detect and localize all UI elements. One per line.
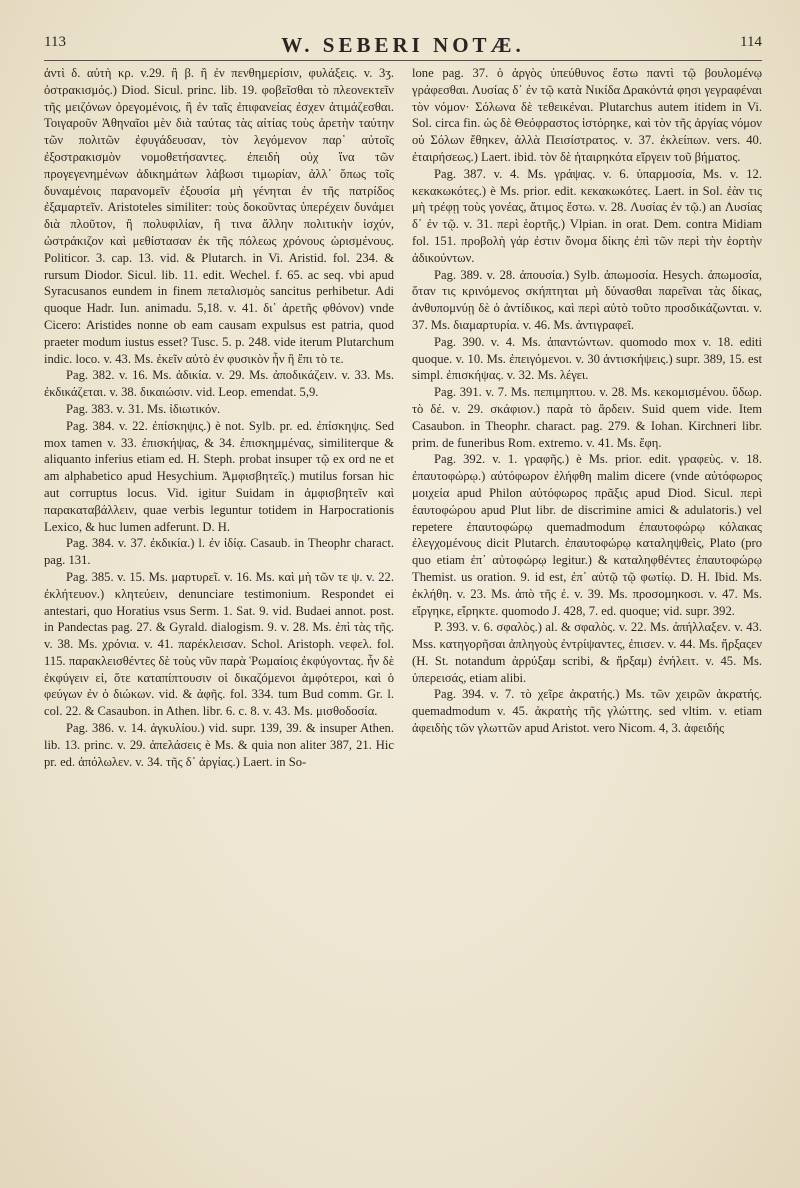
note-paragraph: Pag. 389. v. 28. ἀπουσία.) Sylb. ἀπωμοσία. Hesych. ἀπωμοσία, ὅταν τις κρινόμενος σκήπτηται μὴ δύνασθαι παρεῖναι τὰς δίκας, ἀνθυπομνύῃ δὲ ὁ ἀντίδικος, καὶ περὶ αὐτὸ τοῦτο προσδικάζωνται. v. 37. Ms. διαμαρτυρία. v. 46. Ms. ἀντιγραφεῖ. (412, 267, 762, 332)
page-number-right: 114 (740, 34, 762, 50)
left-column (44, 65, 402, 1165)
note-paragraph: Pag. 384. v. 22. ἐπίσκηψις.) è not. Sylb. pr. ed. ἐπίσκηψις. Sed mox tamen v. 33. ἐπισκήψας, & 34. ἐπισκημμένας, similiterque & aliquanto inferius etiam ed. H. Steph. probat insuper τῷ ex ord ne et am alphabetico apud Hesychium. Ἀμφισβητεῖς.) mutilus forsan hic aut corruptus locus. Vid. igitur Suidam in ἀμφισβητεῖν καὶ παρακαταβάλλειν, quae verbis leguntur totidem in Harpocrationis Lexico, & huc lumen adferunt. D. H. (44, 418, 394, 534)
note-paragraph: ἀντὶ δ. αὐτὴ κρ. v.29. ἢ β. ἢ ἐν πενθημερίσιν, φυλάξεις. v. 3ʒ. ὀστρακισμός.) Diod. Sicul. princ. lib. 19. φοβεῖσθαι τὸ πλεονεκτεῖν τῆς μειζόνων ὀρεγομένοις, ἢ ἐν ταῖς ἐπιφανείας ἐσχεν ἀτιμάζεσθαι. Τοιγαροῦν Ἀθηναῖοι μὲν διὰ ταύτας τὰς αἰτίας τοὺς ἀρετὴν ταύτην τῶν πολιτῶν ἐφυγάδευσαν, τὸν λεγόμενον παρ᾽ αὐτοῖς ἐξοστρακισμὸν νομοθετήσαντες. ἐπειδὴ οὐχ ἵνα τῶν προγεγενημένων ἀδικημάτων λάβωσι τιμωρίαν, ἀλλ᾽ ὅπως τοῖς δυναμένοις παρανομεῖν ἐξουσία μὴ γένηται ἐν τῆς πατρίδος ἐξαμαρτεῖν. Aristoteles similiter: τοὺς δοκοῦντας ὑπερέχειν δυνάμει διὰ πλοῦτον, ἢ πολυφιλίαν, ἢ τινα ἄλλην πολιτικὴν ἰσχύν, ὠστράκιζον καὶ μεθίστασαν ἐκ τῆς πόλεως χρόνους ὡρισμένους. Politicor. 3. cap. 13. vid. & Plutarch. in Vi. Aristid. fol. 234. & rursum Diodor. Sicul. lib. 11. edit. Wechel. f. 65. ac seq. vbi apud Syracusanos eundem in finem πεταλισμὸς sancitus perhibetur. Adi quoque Hadr. Iun. animadu. 5,18. v. 41. δι᾽ ἀρετῆς φθόνον) vnde Cicero: Aristides nonne ob eam causam expulsus est patria, quod praeter modum iustus esset? Tusc. 5. p. 248. vide iterum Plutarchum indic. loco. v. 43. Ms. ἐκεῖν αὐτὸ ἐν φυσικὸν ἦν ἢ ἔπι τὸ τε. (44, 66, 394, 366)
text-columns (44, 65, 762, 1165)
running-title: W. SEBERI NOTÆ. (281, 32, 525, 57)
note-paragraph: Pag. 394. v. 7. τὸ χεῖρε ἀκρατής.) Ms. τῶν χειρῶν ἀκρατής. quemadmodum v. 45. ἀκρατὴς τῆς γλώττης. sed vltim. v. etiam ἀφειδὴς τῶν γλωττῶν apud Aristot. vero Nicom. 4, 3. ἀφειδής (412, 687, 762, 736)
note-paragraph: Pag. 384. v. 37. ἐκδικία.) l. ἐν ἰδίᾳ. Casaub. in Theophr charact. pag. 131. (44, 536, 394, 568)
note-paragraph: Pag. 385. v. 15. Ms. μαρτυρεῖ. v. 16. Ms. καὶ μὴ τῶν τε ψ. v. 22. ἐκλήτευον.) κλητεύειν, denunciare testimonium. Respondet ei antestari, quo Horatius vsus Serm. 1. Sat. 9. vid. Budaei annot. post. in Pandectas pag. 27. & Gyrald. dialogism. 9. v. 28. Ms. ἐπὶ τὰς τῆς. v. 38. Ms. χρόνια. v. 41. παρέκλεισαν. Schol. Aristoph. νεφελ. fol. 115. παρακλεισθέντες δὲ τοὺς νῦν παρὰ Ῥωμαίοις ἐκφύγοντας. ἦν δὲ ἐκφύγειν εἰ, ὅτε καταπίπτουσιν οἱ δικαζόμενοι ἀμφότεροι, καὶ ὁ φεύγων ἐν ὁ διώκων. vid. & ἀφῆς. fol. 334. tum Bud comm. Gr. l. col. 22. & Casaubon. in Athen. libr. 6. c. 8. v. 43. Ms. μισθοδοσία. (44, 569, 394, 719)
note-paragraph: P. 393. v. 6. σφαλὸς.) al. & σφαλὸς. v. 22. Ms. ἀπήλλαξεν. v. 43. Mss. κατηγορῆσαι ἀπληγοὺς ἐντρίψαντες, ἐπισεν. v. 44. Ms. ἤρξαςεν (H. St. notandum ἀρρύξαμ scribi, & ἤρξαμ) ἐνήλειτ. v. 45. Ms. ὑπερεισάς, etiam alibi. (412, 620, 762, 685)
note-paragraph: lone pag. 37. ὁ ἀργὸς ὑπεύθυνος ἔστω παντὶ τῷ βουλομένῳ γράφεσθαι. Λυσίας δ᾽ ἐν τῷ κατὰ Νικίδα Δρακόντά φησι γεγραφέναι τὸν νόμον· Σόλωνα δὲ τεθεικέναι. Plutarchus autem itidem in Vi. Sol. circa fin. ὡς δὲ Θεόφραστος ἱστόρηκε, καὶ τὸν τῆς ἀργίας νόμον οὐ Σόλων ἔθηκεν, ἀλλὰ Πεισίστρατος. v. 37. ἐκλείπων. vers. 40. ἐταιρήσεως.) Laert. ibid. τὸν δὲ ἡταιρηκότα εἴργειν τοῦ βήματος. (412, 66, 762, 164)
page-number-left: 113 (44, 34, 66, 50)
running-header (44, 30, 762, 61)
note-paragraph: Pag. 391. v. 7. Ms. πεπιμηπτου. v. 28. Ms. κεκομισμένου. ὕδωρ. τὸ δέ. v. 29. σκάφιον.) παρὰ τὸ ἄρδειν. Suid quem vide. Item Casaubon. in Theophr. charact. pag. 279. & Iohan. Kirchneri libr. prim. de funeribus Rom. extremo. v. 41. Ms. ἔφη. (412, 385, 762, 450)
right-column (402, 65, 762, 1165)
note-paragraph: Pag. 383. v. 31. Ms. ἰδιωτικόν. (66, 401, 221, 416)
note-paragraph: Pag. 387. v. 4. Ms. γράψας. v. 6. ὑπαρμοσία, Ms. v. 12. κεκακωκότες.) è Ms. prior. edit. κεκακωκότες. Laert. in Sol. ἐὰν τις μὴ τρέφῃ τοὺς γονέας, ἄτιμος ἔστω. v. 28. Λυσίας ἐν τῷ.) an Λυσίας δ᾽ ἐν τῷ. v. 31. περὶ ἑορτῆς.) Vlpian. in orat. Dem. contra Midiam fol. 151. προβολὴ γάρ ἐστιν ὄνομα δίκης ἐπὶ τῶν περὶ τὴν ἑορτὴν ἀδικούντων. (412, 166, 762, 265)
note-paragraph: Pag. 382. v. 16. Ms. ἀδικία. v. 29. Ms. ἀποδικάζειν. v. 33. Ms. ἐκδικάζεται. v. 38. δικαιώσιν. vid. Leop. emendat. 5,9. (44, 368, 394, 400)
note-paragraph: Pag. 392. v. 1. γραφῆς.) è Ms. prior. edit. γραφεὺς. v. 18. ἐπαυτοφώρῳ.) αὐτόφωρον ἐλήφθη malim dicere (vnde αὐτόφωρος μοιχεία apud Philon αὐτόφωρος πρᾶξις apud Diod. Sicul. περὶ ἑαυτοφώρου apud Plut libr. de discrimine amici & adulatoris.) vel repetere ἐπαυτοφώρῳ quemadmodum ἐπαυτοφώρῳ κόλακας ἐλεγχομένους dicit Plutarch. ἐπαυτοφώρῳ καταληψθεὶς, Plato (pro quo etiam ἐπ᾽ αὐτοφώρῳ legitur.) & καταληφθέντες ἐπαυτοφώρῳ Themist. us oration. 9. id est, ἐπ᾽ αὐτῷ τῷ φωτίῳ. D. H. Ibid. Ms. ἐκλήθη. v. 23. Ms. ἀπὸ τῆς ἐ. v. 39. Ms. προσομηκοσι. v. 47. Ms. εἴργηκε, εἴρηκτε. quomodo J. 428, 7. ed. quoque; vid. supr. 392. (412, 452, 762, 618)
note-paragraph: Pag. 386. v. 14. ἀγκυλίου.) vid. supr. 139, 39. & insuper Athen. lib. 13. princ. v. 29. ἀπελάσεις è Ms. & quia non aliter 387, 21. Hic pr. ed. ἀπόλωλεν. v. 34. τῆς δ᾽ ἀργίας.) Laert. in So- (44, 721, 394, 769)
note-paragraph: Pag. 390. v. 4. Ms. ἀπαντώντων. quomodo mox v. 18. editi quoque. v. 10. Ms. ἐπειγόμενοι. v. 30 ἀντισκήψεις.) supr. 389, 15. est simpl. ἐπισκήψας. v. 32. Ms. λέγει. (412, 334, 762, 383)
